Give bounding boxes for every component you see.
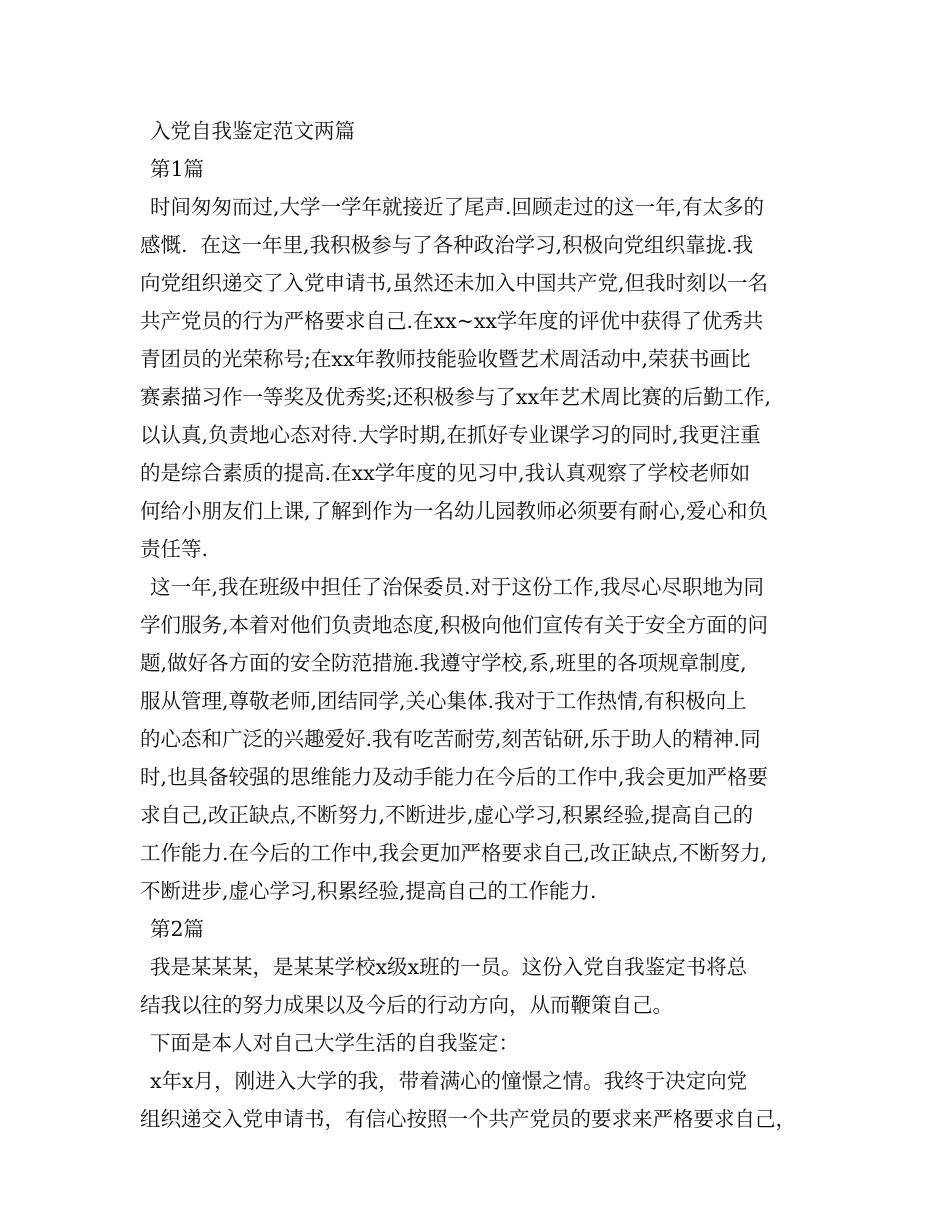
s1-p1-line-3: 向党组织递交了入党申请书,虽然还未加入中国共产党,但我时刻以一名 — [140, 271, 769, 295]
s1-p2-line-6: 时,也具备较强的思维能力及动手能力在今后的工作中,我会更加严格要 — [140, 765, 769, 789]
s1-p2-line-2: 学们服务,本着对他们负责地态度,积极向他们宣传有关于安全方面的问 — [140, 613, 769, 637]
s1-p1-line-2: 感慨. 在这一年里,我积极参与了各种政治学习,积极向党组织靠拢.我 — [140, 233, 754, 257]
s1-p2-line-9: 不断进步,虚心学习,积累经验,提高自己的工作能力. — [140, 879, 597, 903]
section-2-heading: 第2篇 — [150, 917, 205, 941]
s1-p2-line-5: 的心态和广泛的兴趣爱好.我有吃苦耐劳,刻苦钻研,乐于助人的精神.同 — [140, 727, 761, 751]
s1-p2-line-3: 题,做好各方面的安全防范措施.我遵守学校,系,班里的各项规章制度, — [140, 651, 747, 675]
document-page — [140, 112, 820, 1138]
s1-p2-line-7: 求自己,改正缺点,不断努力,不断进步,虚心学习,积累经验,提高自己的 — [140, 803, 754, 827]
section-1-heading: 第1篇 — [150, 157, 205, 181]
s1-p2-line-4: 服从管理,尊敬老师,团结同学,关心集体.我对于工作热情,有积极向上 — [140, 689, 747, 713]
s2-p3-line-1: x年x月，刚进入大学的我，带着满心的憧憬之情。我终于决定向党 — [150, 1069, 748, 1093]
document-title: 入党自我鉴定范文两篇 — [150, 119, 355, 143]
s2-p1-line-2: 结我以往的努力成果以及今后的行动方向，从而鞭策自己。 — [140, 993, 673, 1017]
s1-p1-line-9: 何给小朋友们上课,了解到作为一名幼儿园教师必须要有耐心,爱心和负 — [140, 499, 769, 523]
s2-p1-line-1: 我是某某某，是某某学校x级x班的一员。这份入党自我鉴定书将总 — [150, 955, 748, 979]
s1-p2-line-8: 工作能力.在今后的工作中,我会更加严格要求自己,改正缺点,不断努力, — [140, 841, 768, 865]
s2-p3-line-2: 组织递交入党申请书，有信心按照一个共产党员的要求来严格要求自己， — [140, 1107, 796, 1131]
s1-p1-line-1: 时间匆匆而过,大学一学年就接近了尾声.回顾走过的这一年,有太多的 — [150, 195, 765, 219]
s1-p1-line-10: 责任等. — [140, 537, 209, 561]
s2-p2-line-1: 下面是本人对自己大学生活的自我鉴定： — [150, 1031, 519, 1055]
s1-p1-line-4: 共产党员的行为严格要求自己.在xx~xx学年度的评优中获得了优秀共 — [140, 309, 764, 333]
s1-p2-line-1: 这一年,我在班级中担任了治保委员.对于这份工作,我尽心尽职地为同 — [150, 575, 765, 599]
s1-p1-line-7: 以认真,负责地心态对待.大学时期,在抓好专业课学习的同时,我更注重 — [140, 423, 761, 447]
s1-p1-line-5: 青团员的光荣称号;在xx年教师技能验收暨艺术周活动中,荣获书画比 — [140, 347, 751, 371]
s1-p1-line-8: 的是综合素质的提高.在xx学年度的见习中,我认真观察了学校老师如 — [140, 461, 751, 485]
s1-p1-line-6: 赛素描习作一等奖及优秀奖;还积极参与了xx年艺术周比赛的后勤工作, — [140, 385, 772, 409]
